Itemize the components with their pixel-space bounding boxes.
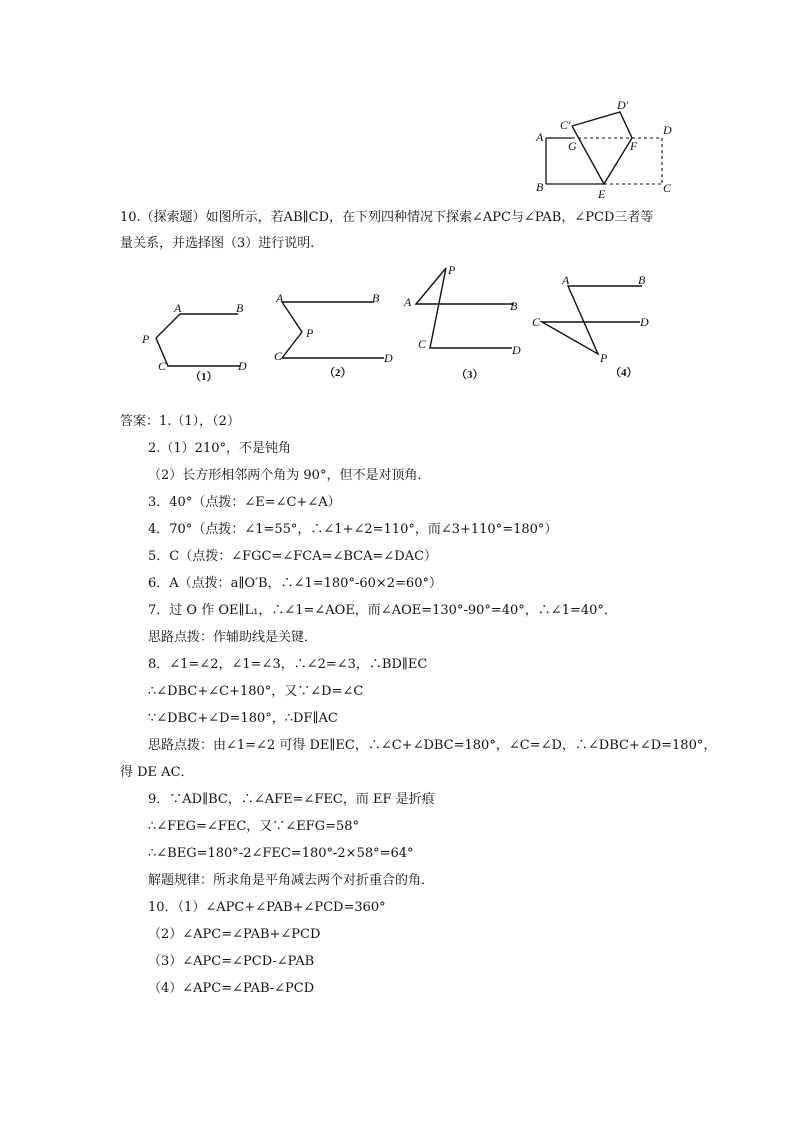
fig2-caption: （2） — [324, 367, 352, 379]
fig3-caption: （3） — [456, 369, 484, 381]
figure-4 — [528, 268, 658, 383]
answer-line: 思路点拨：由∠1=∠2 可得 DE∥EC，∴∠C+∠DBC=180°，∠C=∠D，∴∠DBC+∠D=180°， — [148, 738, 717, 753]
answer-line: 解题规律：所求角是平角减去两个对折重合的角． — [148, 873, 435, 888]
fig1-caption: （1） — [190, 371, 218, 383]
fig2-label-A: A — [276, 291, 284, 305]
label-G: G — [568, 139, 577, 153]
answer-line: 10．（1）∠APC+∠PAB+∠PCD=360° — [148, 900, 386, 915]
fig4-label-A: A — [562, 273, 570, 287]
fig4-label-C: C — [532, 315, 541, 329]
fig3-label-C: C — [418, 337, 427, 351]
label-D-prime: D′ — [617, 98, 629, 112]
fold-figure — [530, 96, 680, 202]
fig4-caption: （4） — [610, 367, 638, 379]
fig4-label-P: P — [600, 351, 608, 365]
answer-line: 2.（1）210°，不是钝角 — [148, 441, 291, 456]
label-A: A — [536, 130, 544, 144]
answer-line: 5．C（点拨：∠FGC=∠FCA=∠BCA=∠DAC） — [148, 549, 438, 564]
label-E: E — [598, 187, 606, 201]
figure-3 — [400, 262, 530, 382]
answer-line: 8．∠1=∠2，∠1=∠3，∴∠2=∠3，∴BD∥EC — [148, 657, 428, 672]
fig2-label-D: D — [384, 351, 393, 365]
figure-1 — [138, 296, 258, 386]
fig4-label-B: B — [638, 273, 646, 287]
answer-line: （2）∠APC=∠PAB+∠PCD — [148, 927, 321, 942]
answer-line: ∵∠DBC+∠D=180°，∴DF∥AC — [148, 711, 338, 726]
fig3-label-D: D — [512, 343, 521, 357]
answer-line: 4．70°（点拨：∠1=55°，∴∠1+∠2=110°，而∠3+110°=180°） — [148, 522, 558, 537]
fig1-label-C: C — [158, 359, 167, 373]
fig2-label-C: C — [274, 349, 283, 363]
answer-line: ∴∠BEG=180°-2∠FEC=180°-2×58°=64° — [148, 846, 414, 861]
answer-line: ∴∠DBC+∠C+180°，又∵∠D=∠C — [148, 684, 364, 699]
answer-line: 3．40°（点拨：∠E=∠C+∠A） — [148, 495, 341, 510]
answer-line: （3）∠APC=∠PCD-∠PAB — [148, 954, 315, 969]
answer-line: 思路点拨：作辅助线是关键． — [148, 630, 318, 645]
question-10-line1: 10.（探索题）如图所示，若AB∥CD，在下列四种情况下探索∠APC与∠PAB，∠PCD三者等 — [120, 210, 654, 225]
fig3-label-A: A — [404, 295, 412, 309]
fig1-label-A: A — [174, 301, 182, 315]
answer-line: 6．A（点拨：a∥O′B，∴∠1=180°-60×2=60°） — [148, 576, 442, 591]
answer-line: 7．过 O 作 OE∥L₁，∴∠1=∠AOE，而∠AOE=130°-90°=40°，∴∠1=40°． — [148, 603, 617, 618]
fig4-label-D: D — [640, 315, 649, 329]
answer-line: 9．∵AD∥BC，∴∠AFE=∠FEC，而 EF 是折痕 — [148, 792, 435, 807]
answer-line: ∴∠FEG=∠FEC，又∵∠EFG=58° — [148, 819, 360, 834]
question-10-line2: 量关系，并选择图（3）进行说明． — [120, 236, 324, 251]
label-C-prime: C′ — [560, 118, 571, 132]
answer-line: 答案：1.（1），（2） — [120, 414, 240, 429]
fig1-label-D: D — [238, 359, 247, 373]
figure-2 — [270, 290, 400, 382]
label-B: B — [536, 180, 544, 194]
label-D: D — [663, 123, 672, 137]
fig1-label-P: P — [142, 332, 150, 346]
fig1-label-B: B — [236, 301, 244, 315]
answer-line: （4）∠APC=∠PAB-∠PCD — [148, 981, 315, 996]
fig3-label-B: B — [510, 299, 518, 313]
label-F: F — [630, 139, 638, 153]
fig2-label-P: P — [306, 326, 314, 340]
answer-line: （2）长方形相邻两个角为 90°，但不是对顶角． — [148, 468, 431, 483]
answer-line: 得 DE AC． — [120, 765, 194, 780]
label-C: C — [663, 181, 672, 195]
fig2-label-B: B — [372, 291, 380, 305]
fig3-label-P: P — [448, 263, 456, 277]
